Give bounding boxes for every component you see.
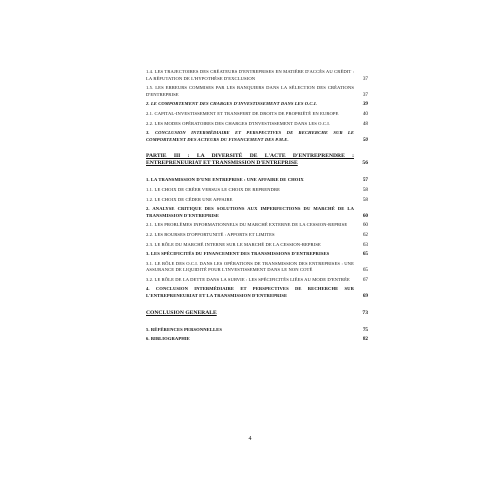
- toc-entry-page: 69: [362, 293, 368, 300]
- toc-entry-page: 62: [362, 231, 368, 238]
- toc-entry-page: 39: [362, 101, 368, 108]
- toc-entry-text: 1.1. LE CHOIX DE CRÉER VERSUS LE CHOIX DE REPRENDRE: [146, 186, 281, 192]
- toc-entry-page: 37: [362, 91, 368, 98]
- toc-entry-part3-3: [146, 251, 368, 258]
- toc-entry-page: 57: [362, 177, 368, 184]
- toc-entry-text: 2.3. LE RÔLE DU MARCHÉ INTERNE SUR LE MARCHÉ DE LA CESSION-REPRISE: [146, 241, 321, 247]
- toc-entry-text: 5. RÉFÉRENCES PERSONNELLES: [146, 326, 222, 332]
- table-of-contents: [146, 69, 368, 343]
- toc-entry-page: 67: [362, 276, 368, 283]
- toc-entry-page: 65: [362, 251, 368, 258]
- toc-entry-text: 4. CONCLUSION INTERMÉDIAIRE ET PERSPECTIVES DE RECHERCHE SUR L'ENTREPRENEURIAT ET LA TRANSMISSION D'ENTREPRISE: [146, 286, 354, 299]
- toc-entry-part3-4: [146, 286, 368, 299]
- toc-entry-2: [146, 101, 368, 108]
- toc-entry-text: 2.1. LES PROBLÈMES INFORMATIONNELS DU MARCHÉ EXTERNE DE LA CESSION-REPRISE: [146, 222, 348, 228]
- toc-entry-3: [146, 130, 368, 143]
- toc-entry-part3-2-1: [146, 222, 368, 229]
- toc-conclusion-generale: [146, 310, 368, 317]
- toc-entry-text: 1. LA TRANSMISSION D'UNE ENTREPRISE : UNE AFFAIRE DE CHOIX: [146, 177, 304, 183]
- toc-entry-text: 2.2. LES MODES OPÉRATOIRES DES CHARGES D'INVESTISSEMENT DANS LES O.C.I.: [146, 120, 331, 126]
- toc-entry-text: 3. LES SPÉCIFICITÉS DU FINANCEMENT DES TRANSMISSIONS D'ENTREPRISES: [146, 251, 330, 257]
- toc-entry-text: CONCLUSION GENERALE: [146, 309, 217, 316]
- toc-entry-page: 73: [362, 309, 368, 316]
- toc-entry-part3-1-2: [146, 197, 368, 204]
- toc-entry-text: 2.1. CAPITAL-INVESTISSEMENT ET TRANSFERT DE DROITS DE PROPRIÉTÉ EN EUROPE: [146, 110, 339, 116]
- toc-entry-page: 82: [362, 336, 368, 343]
- toc-entry-page: 65: [362, 267, 368, 274]
- toc-entry-references: [146, 327, 368, 334]
- toc-entry-page: 60: [362, 212, 368, 219]
- toc-entry-page: 58: [362, 186, 368, 193]
- toc-entry-text: 3.2. LE RÔLE DE LA DETTE DANS LA SURVIE : LES SPÉCIFICITÉS LIÉES AU MODE D'ENTRÉE: [146, 276, 350, 282]
- toc-entry-page: 56: [362, 160, 368, 167]
- toc-entry-text: 2.2. LES BOURSES D'OPPORTUNITÉ : APPORTS ET LIMITES: [146, 231, 275, 237]
- toc-entry-page: 75: [362, 326, 368, 333]
- toc-entry-page: 58: [362, 196, 368, 203]
- toc-entry-part3-2-2: [146, 232, 368, 239]
- toc-entry-2-2: [146, 121, 368, 128]
- toc-entry-page: 63: [362, 241, 368, 248]
- toc-entry-page: 60: [362, 222, 368, 229]
- toc-entry-part3-3-2: [146, 277, 368, 284]
- toc-entry-page: 40: [362, 110, 368, 117]
- toc-entry-text: 3.1. LE RÔLE DES O.C.I. DANS LES OPÉRATIONS DE TRANSMISSION DES ENTREPRISES : UNE ASSURANCE DE LIQUIDITÉ POUR L'INVESTISSEMENT DANS LE NON COTÉ: [146, 260, 354, 273]
- toc-entry-bibliographie: [146, 336, 368, 343]
- toc-entry-part3-2-3: [146, 242, 368, 249]
- toc-entry-page: 37: [362, 75, 368, 82]
- toc-entry-part3-1-1: [146, 187, 368, 194]
- toc-entry-text: 2. LE COMPORTEMENT DES CHARGES D'INVESTISSEMENT DANS LES O.C.I.: [146, 101, 317, 107]
- toc-entry-1-4: [146, 69, 368, 82]
- toc-entry-part3-3-1: [146, 261, 368, 274]
- toc-entry-text: 1.4. LES TRAJECTOIRES DES CRÉATEURS D'ENTREPRISES EN MATIÈRE D'ACCÈS AU CRÉDIT : LA RÉFUTATION DE L'HYPOTHÈSE D'EXCLUSION: [146, 69, 354, 81]
- toc-entry-text: 6. BIBLIOGRAPHIE: [146, 336, 190, 342]
- toc-entry-text: 1.2. LE CHOIX DE CÉDER UNE AFFAIRE: [146, 196, 233, 202]
- toc-part-3: [146, 153, 368, 167]
- toc-entry-text: PARTIE III : LA DIVERSITÉ DE L'ACTE D'ENTREPRENDRE : ENTREPRENEURIAT ET TRANSMISSION D'ENTREPRISE: [146, 153, 354, 167]
- toc-entry-text: 1.5. LES ERREURS COMMISES PAR LES BANQUIERS DANS LA SÉLECTION DES CRÉATIONS D'ENTREPRISE: [146, 85, 354, 97]
- toc-entry-2-1: [146, 111, 368, 118]
- page-number: 4: [248, 436, 252, 442]
- toc-entry-1-5: [146, 85, 368, 98]
- toc-entry-page: 48: [362, 120, 368, 127]
- toc-entry-text: 2. ANALYSE CRITIQUE DES SOLUTIONS AUX IMPERFECTIONS DU MARCHÉ DE LA TRANSMISSION D'ENTREPRISE: [146, 206, 354, 218]
- toc-entry-text: 3. CONCLUSION INTERMÉDIAIRE ET PERSPECTIVES DE RECHERCHE SUR LE COMPORTEMENT DES ACTEURS DU FINANCEMENT DES P.M.E.: [146, 130, 354, 142]
- toc-entry-page: 50: [362, 136, 368, 143]
- toc-entry-part3-2: [146, 206, 368, 219]
- toc-entry-part3-1: [146, 177, 368, 184]
